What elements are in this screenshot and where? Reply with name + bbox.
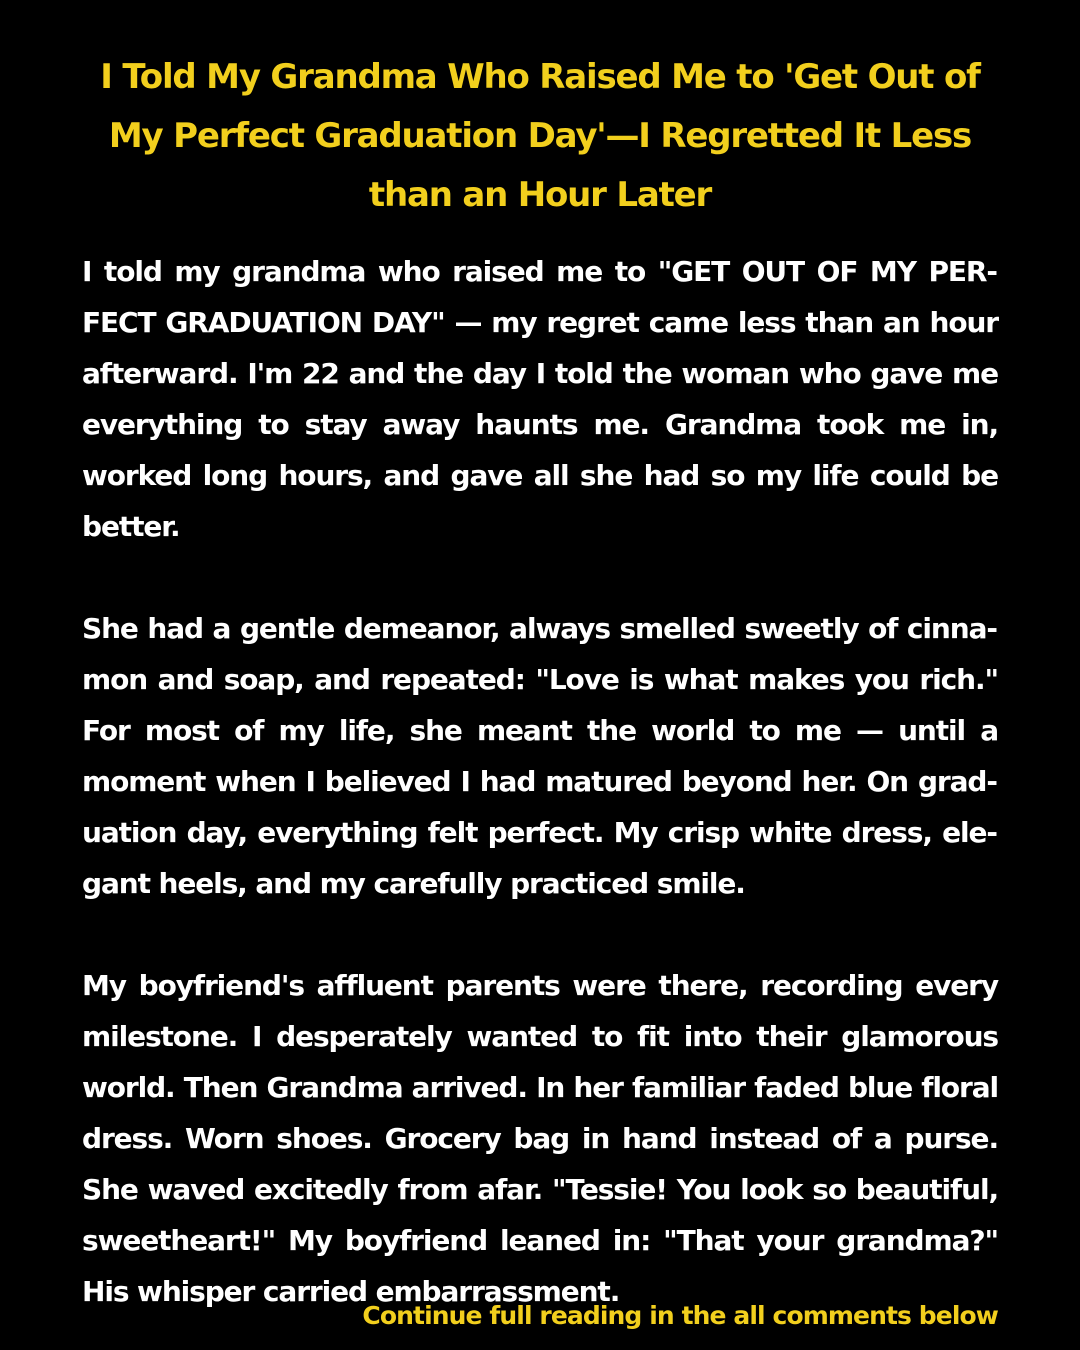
story-title: I Told My Grandma Who Raised Me to 'Get Out of My Perfect Graduation Day'—I Regretted It Less than an Hour Later xyxy=(100,57,980,215)
story-paragraph-1: I told my grandma who raised me to "GET OUT OF MY PERFECT GRADUATION DAY" — my regret came less than an hour afterward. I'm 22 and the day I told the woman who gave me everything to stay away haunts me. Grandma took me in, worked long hours, and gave all she had so my life could be better. xyxy=(82,255,998,543)
story-paragraph-3: My boyfriend's affluent parents were there, recording every milestone. I desperately wanted to fit into their glamorous world. Then Grandma arrived. In her familiar faded blue floral dress. Worn shoes. Grocery bag in hand instead of a purse. She waved excitedly from afar. "Tessie! You look so beautiful, sweetheart!" My boyfriend leaned in: "That your grandma?" His whisper carried embarrassment. xyxy=(82,969,998,1308)
story-body xyxy=(82,246,998,1308)
story-paragraph-2: She had a gentle demeanor, always smelled sweetly of cinnamon and soap, and repeated: "Love is what makes you rich." For most of my life, she meant the world to me — until a moment when I believed I had matured beyond her. On graduation day, everything felt perfect. My crisp white dress, elegant heels, and my carefully practiced smile. xyxy=(82,612,998,900)
continue-reading-note: Continue full reading in the all comments below xyxy=(362,1301,998,1330)
